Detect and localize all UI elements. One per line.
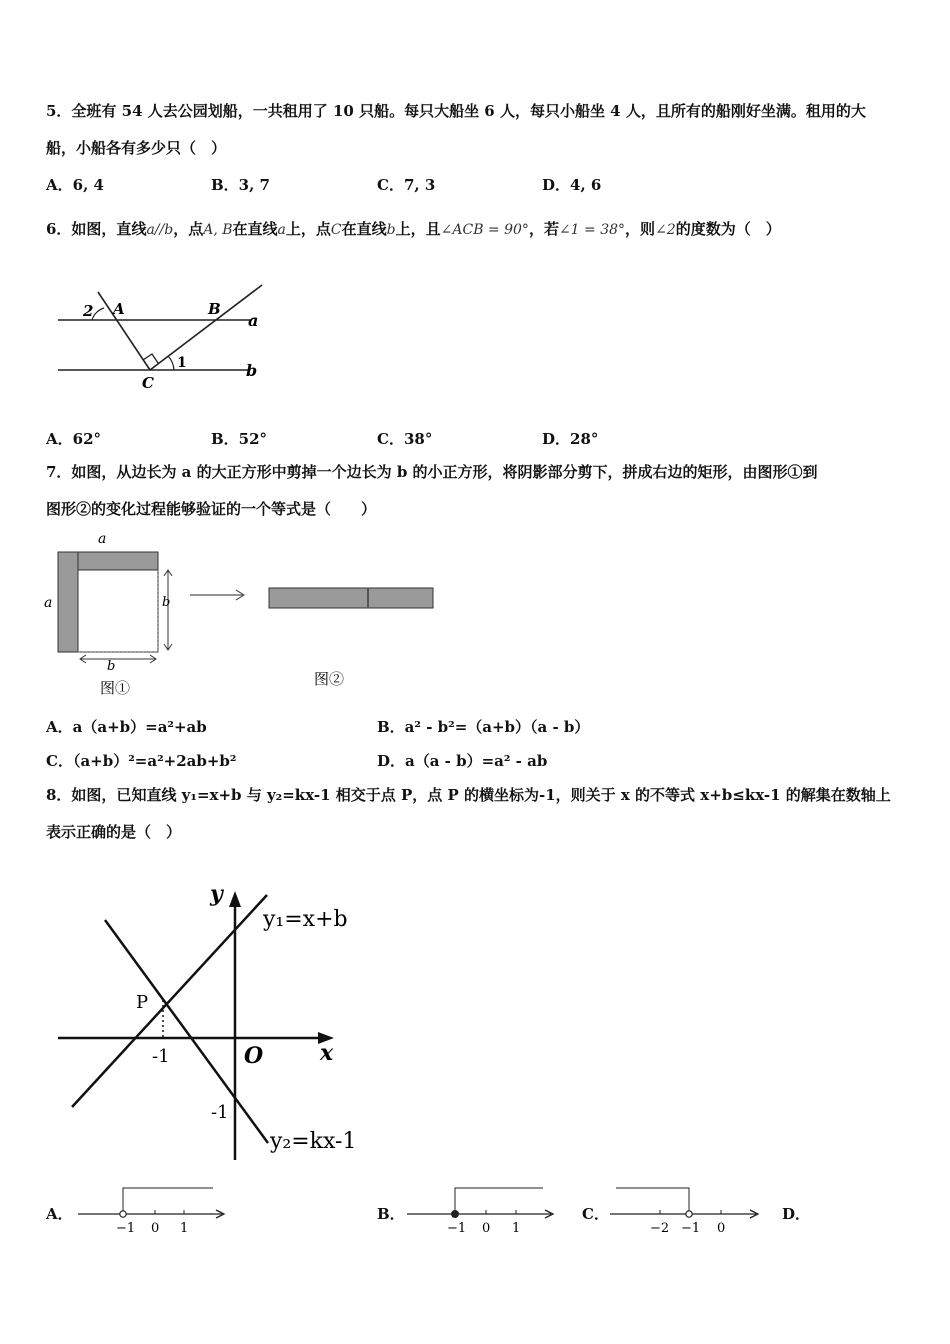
tick-b-3: 1 [512, 1221, 521, 1236]
solution-bracket [616, 1188, 689, 1214]
label-line-a: a [248, 311, 259, 330]
closed-dot [452, 1211, 459, 1218]
q8-option-b-numberline [403, 1182, 563, 1238]
q6-option-a: A．62° [46, 430, 102, 448]
label-line-b: b [246, 361, 258, 380]
q6-figure [50, 278, 280, 396]
open-dot [686, 1211, 692, 1217]
label-a-point: A [113, 300, 125, 318]
label-c-point: C [142, 374, 154, 392]
q8-line2: 表示正确的是（ ） [46, 823, 182, 841]
q8-stem [46, 777, 916, 851]
tick-c-1: −2 [650, 1221, 670, 1236]
q5-option-b: B．3, 7 [211, 176, 270, 194]
q5-option-c: C．7, 3 [377, 176, 436, 194]
tick-a-2: 0 [151, 1221, 160, 1236]
q6-math-angle1: ∠1 = 38° [558, 222, 626, 238]
q8-option-b-letter: B． [377, 1205, 405, 1223]
label-fig1: 图① [100, 679, 131, 697]
label-b-point: B [208, 300, 221, 318]
q8-line1: 8．如图，已知直线 y₁=x+b 与 y₂=kx-1 相交于点 P，点 P 的横坐标为-1，则关于 x 的不等式 x+b≤kx-1 的解集在数轴上 [46, 786, 891, 804]
q5-line1: 5．全班有 54 人去公园划船，一共租用了 10 只船。每只大船坐 6 人，每只小船坐 4 人，且所有的船刚好坐满。租用的大 [46, 102, 866, 120]
shaded-left [58, 552, 78, 652]
q8-option-a-numberline [74, 1182, 234, 1238]
label-p: P [136, 992, 149, 1013]
q8-option-c-letter: C． [582, 1205, 609, 1223]
line-y2 [105, 920, 268, 1143]
tick-c-2: −1 [681, 1221, 701, 1236]
q7-line2: 图形②的变化过程能够验证的一个等式是（ ） [46, 500, 377, 518]
q8-graph [50, 875, 380, 1165]
q5-option-a: A．6, 4 [46, 176, 104, 194]
q6-option-d: D．28° [542, 430, 599, 448]
q8-option-c-numberline [606, 1182, 766, 1238]
q5-option-d: D．4, 6 [542, 176, 602, 194]
label-2: 2 [83, 302, 94, 320]
label-a-left: a [44, 595, 53, 611]
label-a-top: a [98, 531, 107, 547]
label-b-right: b [162, 595, 171, 610]
q7-option-c: C．（a+b）²=a²+2ab+b² [46, 752, 237, 770]
q6-math-angle-acb: ∠ACB = 90° [440, 222, 529, 238]
label-y: y [210, 881, 223, 907]
q6-option-c: C．38° [377, 430, 433, 448]
q7-line1: 7．如图，从边长为 a 的大正方形中剪掉一个边长为 b 的小正方形，将阴影部分剪下，拼成右边的矩形，由图形①到 [46, 463, 818, 481]
q8-option-d-letter: D． [782, 1205, 811, 1223]
q7-stem [46, 454, 916, 528]
q6-math-ab: A, B [203, 222, 233, 238]
tick-b-2: 0 [482, 1221, 491, 1236]
q5-line2: 船，小船各有多少只（ ） [46, 139, 227, 157]
label-1: 1 [177, 355, 187, 371]
label-y2-eq: y₂=kx-1 [270, 1129, 357, 1154]
label-b-bottom: b [107, 659, 116, 674]
line-y1 [72, 895, 267, 1107]
q7-option-b: B．a² - b²=（a+b）（a - b） [377, 718, 590, 736]
angle2-arc [92, 308, 104, 320]
q7-option-a: A．a（a+b）=a²+ab [46, 718, 207, 736]
q7-option-d: D．a（a - b）=a² - ab [377, 752, 548, 770]
label-x: x [320, 1040, 334, 1066]
rectangle-fig2 [269, 588, 433, 608]
label-neg1-y: -1 [211, 1102, 229, 1123]
label-origin: O [244, 1043, 264, 1069]
q6-option-b: B．52° [211, 430, 268, 448]
tick-a-3: 1 [180, 1221, 189, 1236]
tick-b-1: −1 [447, 1221, 467, 1236]
q6-math-parallel: a//b [146, 222, 174, 238]
angle1-arc [168, 356, 174, 370]
label-neg1-x: -1 [152, 1046, 170, 1067]
tick-c-3: 0 [717, 1221, 726, 1236]
solution-bracket [123, 1188, 213, 1214]
segment-cb [150, 285, 262, 370]
q7-figure [38, 528, 458, 700]
open-dot [120, 1211, 126, 1217]
solution-bracket [455, 1188, 543, 1214]
label-fig2: 图② [314, 670, 345, 688]
q6-stem: 6．如图，直线a//b，点A, B在直线a上，点C在直线b上，且∠ACB = 90°，若∠1 = 38°，则∠2的度数为（ ） [46, 220, 781, 238]
q5-stem [46, 93, 916, 167]
q8-option-a-letter: A． [46, 1205, 73, 1223]
tick-a-1: −1 [116, 1221, 136, 1236]
label-y1-eq: y₁=x+b [263, 907, 348, 932]
